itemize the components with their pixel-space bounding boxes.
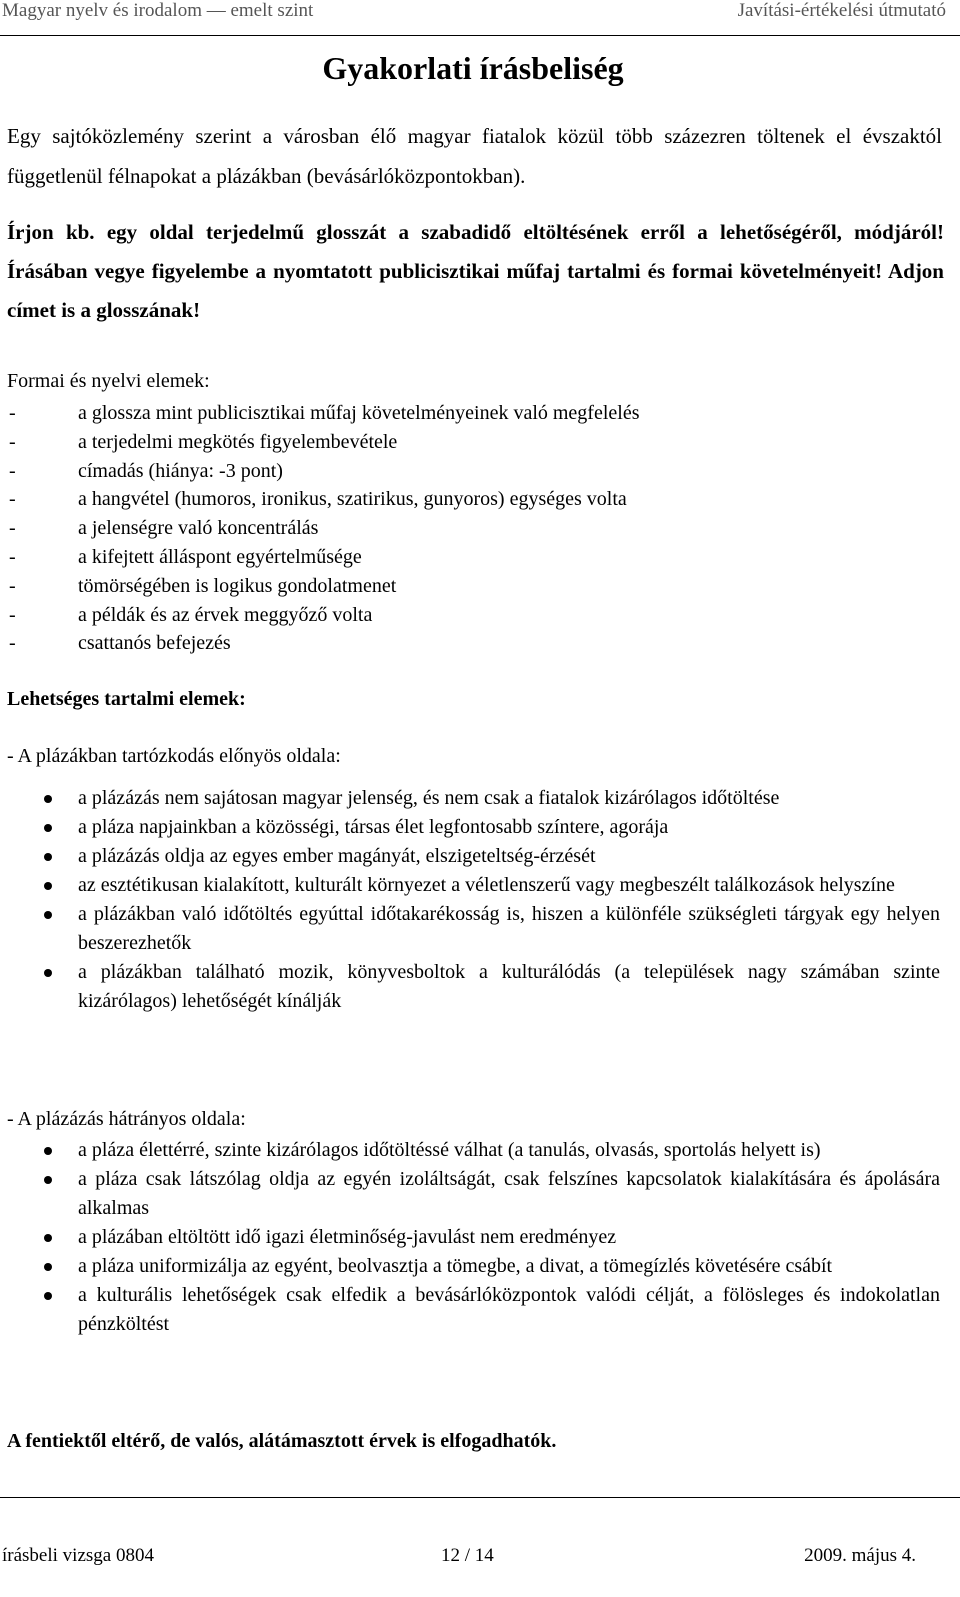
list-item: - csattanós befejezés bbox=[9, 632, 231, 655]
list-item: a kulturális lehetőségek csak elfedik a bevásárlóközpontok valódi célját, a fölösleges és indokolatlan pénzköltést bbox=[7, 1281, 940, 1339]
list-item: a pláza csak látszólag oldja az egyén izoláltságát, csak felszínes kapcsolatok kialakítására és ápolására alkalmas bbox=[7, 1165, 940, 1223]
list-item: a plázákban való időtöltés egyúttal időtakarékosság is, hiszen a különféle szükségleti tárgyak egy helyen beszerezhetők bbox=[7, 900, 940, 958]
list-item: - a jelenségre való koncentrálás bbox=[9, 517, 319, 540]
bullet-icon bbox=[44, 795, 52, 803]
bullet-icon bbox=[44, 1176, 52, 1184]
page-header bbox=[0, 0, 960, 36]
bullet-icon bbox=[44, 824, 52, 832]
page-title: Gyakorlati írásbeliség bbox=[322, 50, 624, 86]
list-item: - a példák és az érvek meggyőző volta bbox=[9, 603, 373, 626]
header-left: Magyar nyelv és irodalom — emelt szint bbox=[2, 0, 314, 21]
content-heading: Lehetséges tartalmi elemek: bbox=[7, 688, 246, 710]
list-item: - címadás (hiánya: -3 pont) bbox=[9, 459, 283, 482]
header-right: Javítási-értékelési útmutató bbox=[737, 0, 946, 21]
list-item: - tömörségében is logikus gondolatmenet bbox=[9, 574, 397, 597]
page-number: 12 / 14 bbox=[441, 1545, 494, 1566]
bullet-icon bbox=[44, 1147, 52, 1155]
list-item: a plázákban található mozik, könyvesboltok a kulturálódás (a települések nagy számában szinte kizárólagos) lehetőségét kínálják bbox=[7, 958, 940, 1016]
footer-date: 2009. május 4. bbox=[804, 1545, 916, 1566]
header-divider bbox=[0, 35, 960, 36]
bullet-icon bbox=[44, 1263, 52, 1271]
bullet-icon bbox=[44, 853, 52, 861]
list-item: - a hangvétel (humoros, ironikus, szatirikus, gunyoros) egységes volta bbox=[9, 488, 627, 511]
formal-list bbox=[7, 399, 940, 658]
task-paragraph: Írjon kb. egy oldal terjedelmű glosszát a szabadidő eltöltésének erről a lehetőségéről, módjáról! Írásában vegye figyelembe a nyomtatott publicisztikai műfaj tartalmi és formai követelményeit! Adjon címet is a glosszának! bbox=[7, 220, 944, 322]
list-item: - a kifejtett álláspont egyértelműsége bbox=[9, 545, 362, 568]
intro-paragraph: Egy sajtóközlemény szerint a városban élő magyar fiatalok közül több százezren töltenek el évszaktól függetlenül félnapokat a plázákban (bevásárlóközpontokban). bbox=[7, 124, 942, 188]
list-item: a plázában eltöltött idő igazi életminőség-javulást nem eredményez bbox=[7, 1223, 940, 1252]
footer-left: írásbeli vizsga 0804 bbox=[2, 1545, 154, 1566]
list-item: a pláza élettérré, szinte kizárólagos időtöltéssé válhat (a tanulás, olvasás, sportolás helyett is) bbox=[7, 1136, 940, 1165]
bullet-icon bbox=[44, 882, 52, 890]
list-item: a pláza uniformizálja az egyént, beolvasztja a tömegbe, a divat, a tömegízlés követésére csábít bbox=[7, 1252, 940, 1281]
pros-heading: - A plázákban tartózkodás előnyös oldala: bbox=[7, 745, 341, 767]
final-note: A fentiektől eltérő, de valós, alátámasztott érvek is elfogadhatók. bbox=[7, 1430, 557, 1452]
cons-list bbox=[7, 1136, 940, 1339]
bullet-icon bbox=[44, 969, 52, 977]
pros-list bbox=[7, 784, 940, 1016]
bullet-icon bbox=[44, 1234, 52, 1242]
list-item: - a terjedelmi megkötés figyelembevétele bbox=[9, 430, 398, 453]
list-item: a plázázás oldja az egyes ember magányát, elszigeteltség-érzését bbox=[7, 842, 940, 871]
list-item: a plázázás nem sajátosan magyar jelenség, és nem csak a fiatalok kizárólagos időtöltése bbox=[7, 784, 940, 813]
footer-divider bbox=[0, 1497, 960, 1498]
bullet-icon bbox=[44, 1292, 52, 1300]
list-item: az esztétikusan kialakított, kulturált környezet a véletlenszerű vagy megbeszélt találkozások helyszíne bbox=[7, 871, 940, 900]
formal-heading: Formai és nyelvi elemek: bbox=[7, 370, 210, 392]
cons-heading: - A plázázás hátrányos oldala: bbox=[7, 1108, 246, 1130]
list-item: a pláza napjainkban a közösségi, társas élet legfontosabb színtere, agorája bbox=[7, 813, 940, 842]
bullet-icon bbox=[44, 911, 52, 919]
list-item: - a glossza mint publicisztikai műfaj követelményeinek való megfelelés bbox=[9, 402, 640, 424]
